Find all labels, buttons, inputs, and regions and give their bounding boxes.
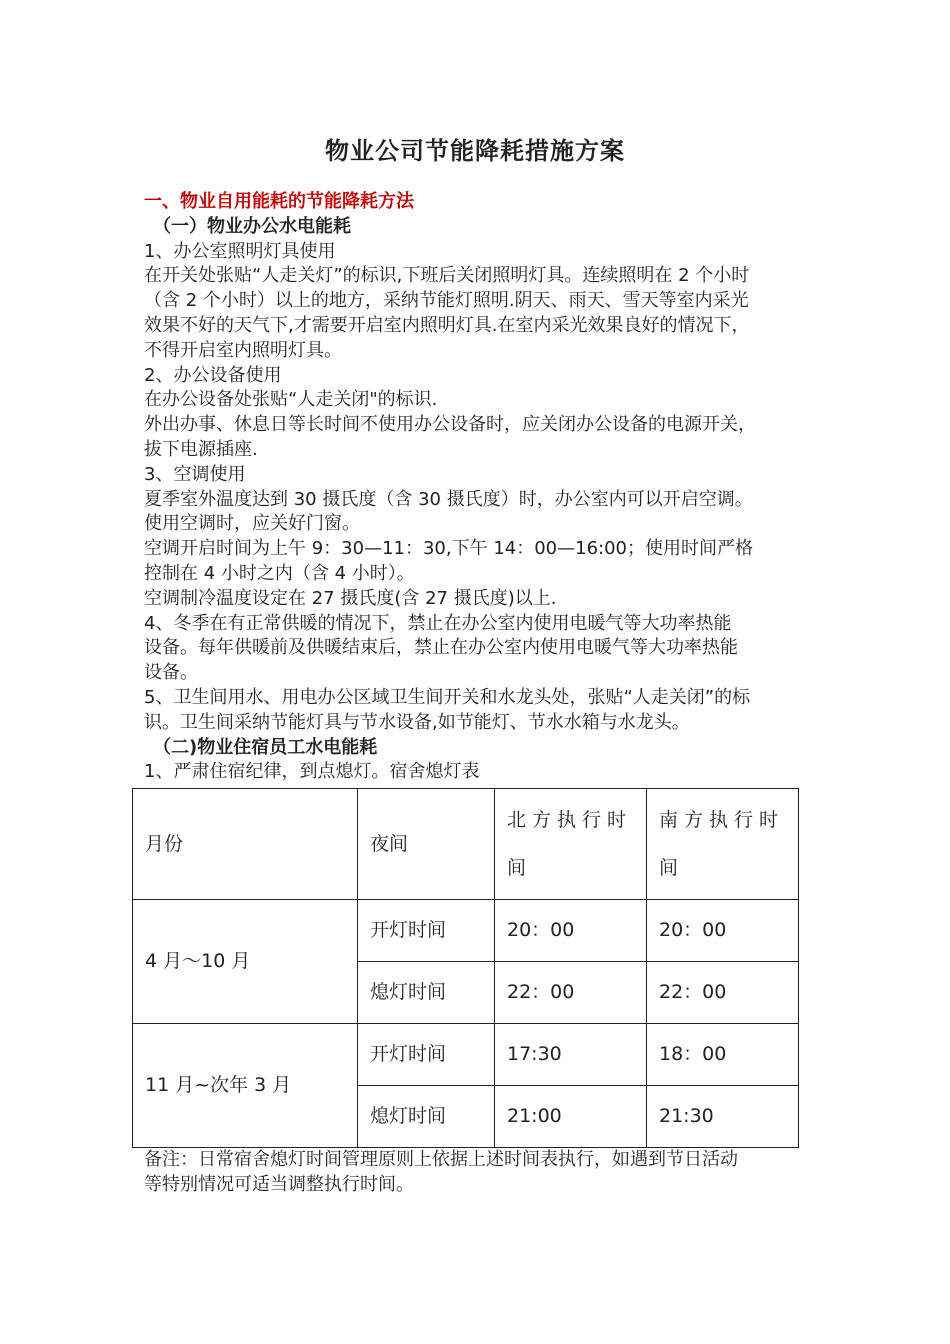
text-line: 空调制冷温度设定在 27 摄氏度(含 27 摄氏度)以上. xyxy=(144,587,557,609)
note-line: 备注：日常宿舍熄灯时间管理原则上依据上述时间表执行，如遇到节日活动 xyxy=(144,1149,738,1171)
text-line: 拔下电源插座. xyxy=(144,438,258,460)
table-row xyxy=(133,1024,799,1086)
north-time-cell: 21:00 xyxy=(495,1086,647,1148)
text-line: 3、空调使用 xyxy=(144,463,246,485)
text-line: 外出办事、休息日等长时间不使用办公设备时，应关闭办公设备的电源开关， xyxy=(144,414,756,436)
table-header-row xyxy=(133,789,799,900)
document-body xyxy=(144,190,814,1198)
label-cell: 开灯时间 xyxy=(358,900,495,962)
section-heading-1: 一、物业自用能耗的节能降耗方法 xyxy=(144,191,414,212)
label-cell: 开灯时间 xyxy=(358,1024,495,1086)
text-line: 设备。 xyxy=(144,662,198,684)
text-line: 不得开启室内照明灯具。 xyxy=(144,339,342,361)
text-line: 4、冬季在有正常供暖的情况下，禁止在办公室内使用电暖气等大功率热能 xyxy=(144,612,732,634)
text-line: 在开关处张贴“人走关灯”的标识,下班后关闭照明灯具。连续照明在 2 个小时 xyxy=(144,265,750,287)
header-cell-south: 南方执行时间 xyxy=(647,789,799,900)
south-time-cell: 20：00 xyxy=(647,900,799,962)
south-time-cell: 22：00 xyxy=(647,962,799,1024)
month-cell: 11 月~次年 3 月 xyxy=(133,1024,358,1148)
header-cell-night: 夜间 xyxy=(358,789,495,900)
document-title: 物业公司节能降耗措施方案 xyxy=(325,137,625,165)
text-line: 2、办公设备使用 xyxy=(144,364,282,386)
text-line: （含 2 个小时）以上的地方，采纳节能灯照明.阴天、雨天、雪天等室内采光 xyxy=(144,290,749,312)
subsection-heading-office: （一）物业办公水电能耗 xyxy=(153,215,351,237)
south-time-cell: 21:30 xyxy=(647,1086,799,1148)
text-line: 设备。每年供暖前及供暖结束后，禁止在办公室内使用电暖气等大功率热能 xyxy=(144,637,738,659)
text-line: 空调开启时间为上午 9：30—11：30,下午 14：00—16:00；使用时间严格 xyxy=(144,538,754,560)
month-cell: 4 月～10 月 xyxy=(133,900,358,1024)
text-line: 使用空调时，应关好门窗。 xyxy=(144,513,360,535)
note-line: 等特别情况可适当调整执行时间。 xyxy=(144,1173,414,1195)
text-line: 夏季室外温度达到 30 摄氏度（含 30 摄氏度）时，办公室内可以开启空调。 xyxy=(144,488,753,510)
north-time-cell: 22：00 xyxy=(495,962,647,1024)
text-line: 5、卫生间用水、用电办公区域卫生间开关和水龙头处，张贴“人走关闭”的标 xyxy=(144,686,751,708)
table-row xyxy=(133,900,799,962)
text-line: 控制在 4 小时之内（含 4 小时）。 xyxy=(144,562,415,584)
text-line: 1、办公室照明灯具使用 xyxy=(144,240,336,262)
label-cell: 熄灯时间 xyxy=(358,1086,495,1148)
label-cell: 熄灯时间 xyxy=(358,962,495,1024)
text-line: 识。卫生间采纳节能灯具与节水设备,如节能灯、节水水箱与水龙头。 xyxy=(144,711,690,733)
south-time-cell: 18：00 xyxy=(647,1024,799,1086)
subsection-heading-dorm: （二)物业住宿员工水电能耗 xyxy=(153,736,378,758)
lights-out-table xyxy=(132,788,799,1148)
north-time-cell: 20：00 xyxy=(495,900,647,962)
header-cell-north: 北方执行时间 xyxy=(495,789,647,900)
text-line: 1、严肃住宿纪律，到点熄灯。宿舍熄灯表 xyxy=(144,761,480,783)
text-line: 效果不好的天气下,才需要开启室内照明灯具.在室内采光效果良好的情况下， xyxy=(144,314,750,336)
header-cell-month: 月份 xyxy=(133,789,358,900)
text-line: 在办公设备处张贴“人走关闭"的标识. xyxy=(144,389,438,411)
north-time-cell: 17:30 xyxy=(495,1024,647,1086)
